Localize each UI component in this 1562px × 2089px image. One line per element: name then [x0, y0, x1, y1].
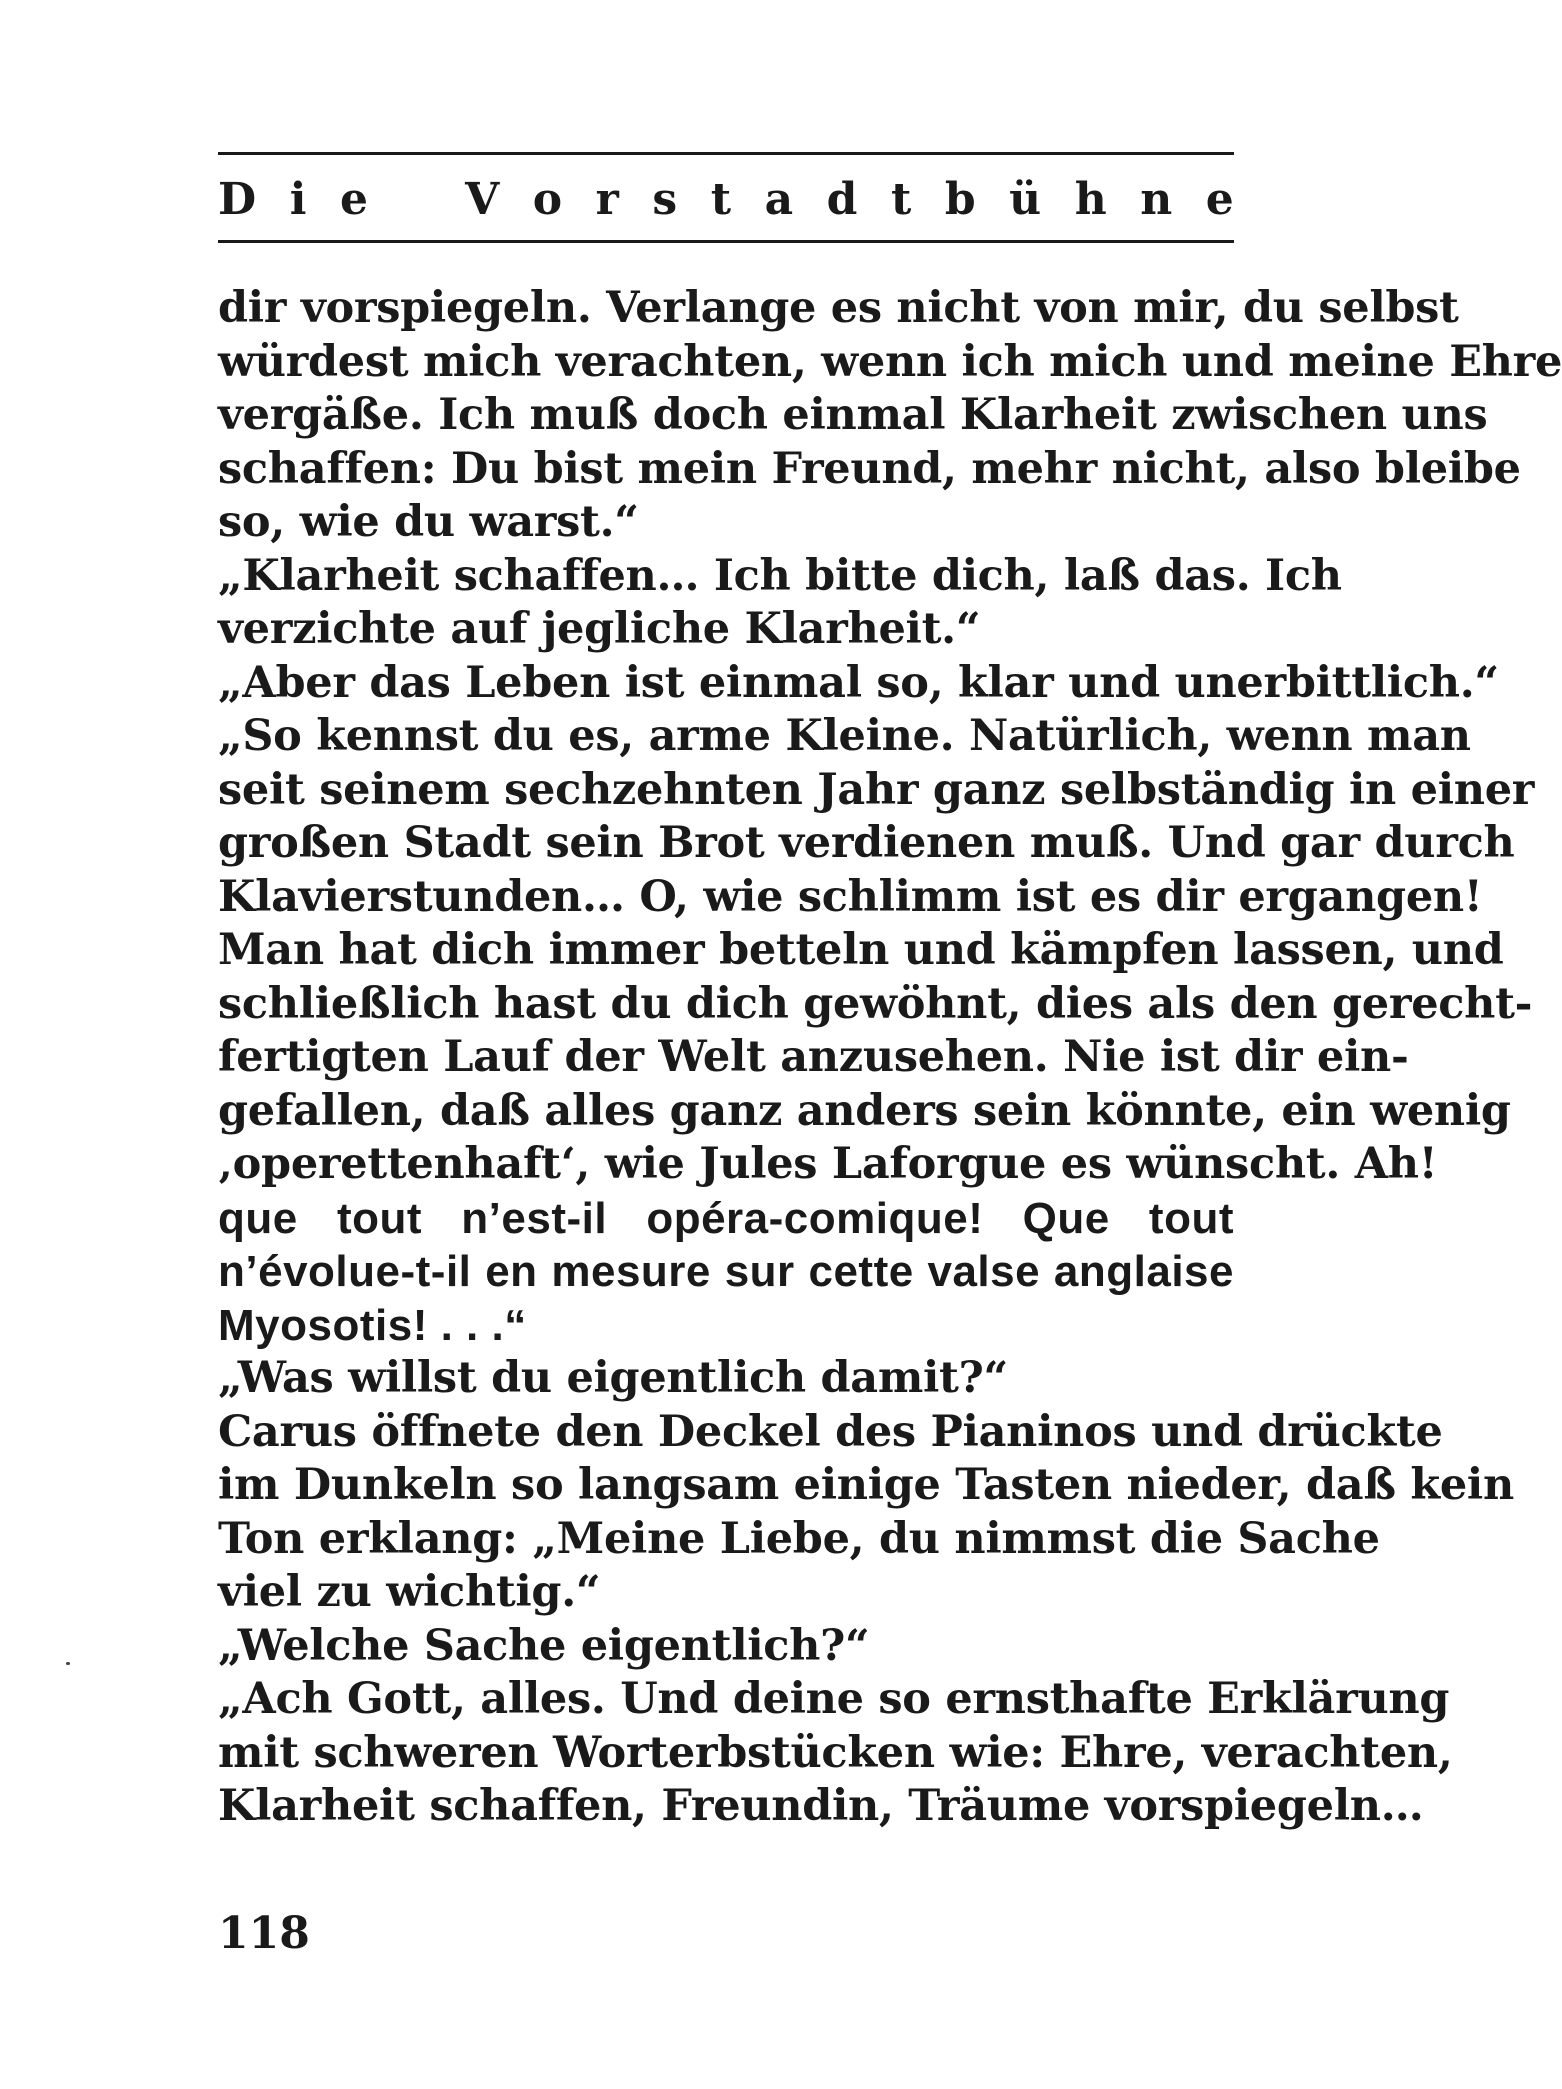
text-line: verzichte auf jegliche Klarheit.“	[218, 604, 981, 654]
running-head-letter: t	[890, 174, 912, 225]
running-head-letter: e	[1205, 174, 1234, 225]
running-head-letter: V	[465, 174, 500, 225]
text-line: vergäße. Ich muß doch einmal Klarheit zwischen uns	[218, 390, 1488, 440]
running-head-letter: r	[595, 174, 619, 225]
text-line: „Was willst du eigentlich damit?“	[218, 1353, 1008, 1403]
text-line: viel zu wichtig.“	[218, 1567, 601, 1617]
text-line: „Aber das Leben ist einmal so, klar und unerbittlich.“	[218, 657, 1499, 708]
text-line: schließlich hast du dich gewöhnt, dies als den gerecht-	[218, 978, 1533, 1029]
header-rule-bottom	[218, 240, 1234, 243]
running-head-letter: d	[826, 174, 858, 225]
text-line: seit seinem sechzehnten Jahr ganz selbständig in einer	[218, 764, 1535, 815]
text-line: ‚operettenhaft‘, wie Jules Laforgue es wünscht. Ah!	[218, 1139, 1438, 1189]
text-line: Ton erklang: „Meine Liebe, du nimmst die Sache	[218, 1513, 1380, 1564]
text-line: gefallen, daß alles ganz anders sein könnte, ein wenig	[218, 1085, 1511, 1136]
text-line: Klarheit schaffen, Freundin, Träume vorspiegeln…	[218, 1781, 1424, 1831]
running-head-letter: h	[1074, 174, 1107, 225]
text-line-french: Myosotis! . . .“	[218, 1300, 527, 1350]
running-head-letter: ü	[1009, 174, 1042, 225]
text-line: mit schweren Worterbstücken wie: Ehre, verachten,	[218, 1727, 1453, 1778]
running-head-letter: e	[339, 174, 368, 225]
text-line: „So kennst du es, arme Kleine. Natürlich, wenn man	[218, 711, 1471, 761]
running-head-letter: s	[652, 174, 678, 225]
running-head-letter: o	[532, 174, 563, 225]
running-head-letter: D	[218, 174, 257, 225]
print-speck	[66, 1662, 70, 1665]
text-line: Carus öffnete den Deckel des Pianinos und drückte	[218, 1406, 1443, 1457]
text-line: so, wie du warst.“	[218, 497, 639, 547]
text-line: schaffen: Du bist mein Freund, mehr nicht, also bleibe	[218, 443, 1521, 494]
text-line-french: n’évolue-t-il en mesure sur cette valse anglaise	[218, 1247, 1234, 1296]
text-line: „Klarheit schaffen… Ich bitte dich, laß das. Ich	[218, 550, 1342, 601]
text-line: „Welche Sache eigentlich?“	[218, 1620, 870, 1671]
header-rule-top	[218, 152, 1234, 155]
text-line: „Ach Gott, alles. Und deine so ernsthafte Erklärung	[218, 1674, 1450, 1724]
text-line: dir vorspiegeln. Verlange es nicht von mir, du selbst	[218, 283, 1459, 333]
text-line: Klavierstunden… O, wie schlimm ist es dir ergangen!	[218, 871, 1483, 922]
body-text	[218, 282, 1562, 1834]
running-head	[218, 168, 1234, 232]
running-head-letter: i	[289, 174, 307, 225]
text-line: großen Stadt sein Brot verdienen muß. Und gar durch	[218, 818, 1515, 868]
running-head-letter: t	[710, 174, 732, 225]
text-line-french: que tout n’est-il opéra-comique! Que tout	[218, 1193, 1234, 1243]
text-line: Man hat dich immer betteln und kämpfen lassen, und	[218, 925, 1504, 975]
text-line: fertigten Lauf der Welt anzusehen. Nie ist dir ein-	[218, 1032, 1409, 1082]
running-head-letter: a	[764, 174, 794, 225]
page-number: 118	[218, 1908, 310, 1959]
running-head-letter: b	[944, 174, 976, 225]
running-head-letter: n	[1140, 174, 1173, 225]
text-line: würdest mich verachten, wenn ich mich und meine Ehre	[218, 336, 1562, 387]
text-line: im Dunkeln so langsam einige Tasten nieder, daß kein	[218, 1460, 1514, 1510]
